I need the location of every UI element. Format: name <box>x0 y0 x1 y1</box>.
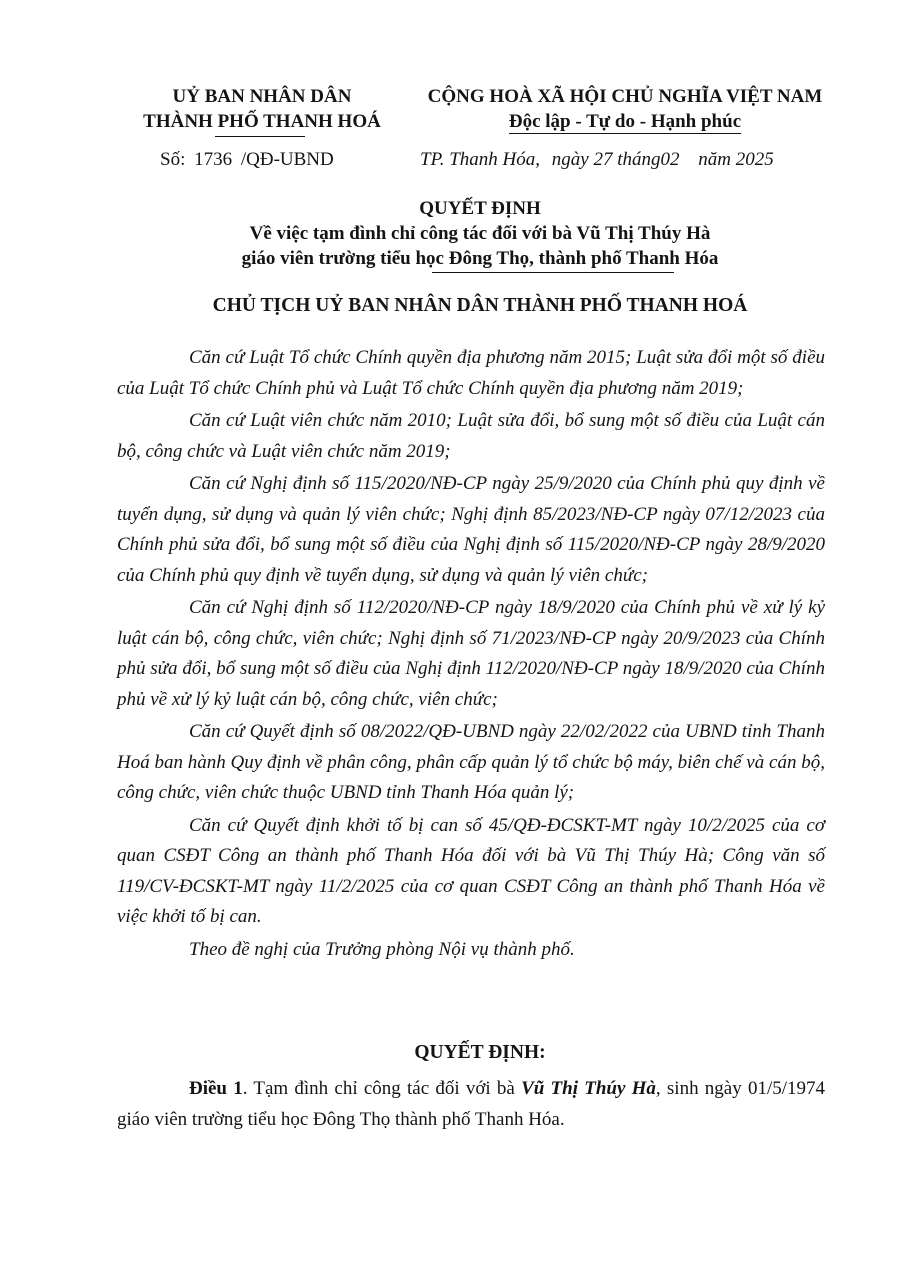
national-motto: Độc lập - Tự do - Hạnh phúc <box>508 111 742 132</box>
date-day-word: ngày <box>551 149 589 170</box>
document-title <box>80 196 880 271</box>
title-heading: QUYẾT ĐỊNH <box>419 198 541 219</box>
basis-paragraph: Căn cứ Luật viên chức năm 2010; Luật sửa đổi, bổ sung một số điều của Luật cán bộ, công chức và Luật viên chức năm 2019; <box>117 410 825 462</box>
article-1-label: Điều 1 <box>189 1078 243 1099</box>
date-year-word: năm <box>698 149 731 170</box>
document-number <box>160 149 334 171</box>
date-year: 2025 <box>735 149 774 170</box>
basis-paragraph: Căn cứ Quyết định số 08/2022/QĐ-UBND ngày 22/02/2022 của UBND tỉnh Thanh Hoá ban hành Quy định về phân công, phân cấp quản lý tổ chức bộ máy, biên chế và cán bộ, công chức, viên chức thuộc UBND tỉnh Thanh Hóa quản lý; <box>117 721 825 803</box>
nation-name: CỘNG HOÀ XÃ HỘI CHỦ NGHĨA VIỆT NAM <box>427 86 823 107</box>
authority-heading: CHỦ TỊCH UỶ BAN NHÂN DÂN THÀNH PHỐ THANH HOÁ <box>212 295 748 316</box>
article-1 <box>117 1073 825 1135</box>
subject-line-1: Về việc tạm đình chỉ công tác đối với bà Vũ Thị Thúy Hà <box>249 223 711 244</box>
proposal-paragraph: Theo đề nghị của Trưởng phòng Nội vụ thành phố. <box>189 938 575 960</box>
date-day: 27 <box>593 149 613 170</box>
basis-paragraph: Căn cứ Nghị định số 115/2020/NĐ-CP ngày 25/9/2020 của Chính phủ quy định về tuyển dụng, sử dụng và quản lý viên chức; Nghị định 85/2023/NĐ-CP ngày 07/12/2023 của Chính phủ sửa đổi, bổ sung một số điều của Nghị định số 115/2020/NĐ-CP ngày 28/9/2020 của Chính phủ quy định về tuyển dụng, sử dụng và quản lý viên chức; <box>117 473 825 586</box>
article-1-person-name: Vũ Thị Thúy Hà <box>521 1078 656 1099</box>
date-month-word: tháng <box>617 149 661 170</box>
subject-line-2: giáo viên trường tiểu học Đông Thọ, thành phố Thanh Hóa <box>241 248 719 269</box>
date-month: 02 <box>660 149 680 170</box>
basis-paragraph: Căn cứ Quyết định khởi tố bị can số 45/QĐ-ĐCSKT-MT ngày 10/2/2025 của cơ quan CSĐT Công an thành phố Thanh Hóa đối với bà Vũ Thị Thúy Hà; Công văn số 119/CV-ĐCSKT-MT ngày 11/2/2025 của cơ quan CSĐT Công an thành phố Thanh Hóa về việc khởi tố bị can. <box>117 814 825 927</box>
basis-paragraph: Căn cứ Luật Tổ chức Chính quyền địa phương năm 2015; Luật sửa đổi một số điều của Luật Tổ chức Chính phủ và Luật Tổ chức Chính quyền địa phương năm 2019; <box>117 347 825 399</box>
authority-line-2: THÀNH PHỐ THANH HOÁ <box>143 111 381 132</box>
date-place: TP. Thanh Hóa, <box>420 149 541 170</box>
decision-heading: QUYẾT ĐỊNH: <box>414 1042 546 1063</box>
article-1-text-before: . Tạm đình chỉ công tác đối với bà <box>242 1078 522 1099</box>
article-1-text-after: , sinh ngày 01/5/1974 giáo viên trường tiểu học Đông Thọ thành phố Thanh Hóa. <box>117 1078 826 1130</box>
legal-bases <box>117 343 825 967</box>
national-title <box>405 84 845 134</box>
authority-line-1: UỶ BAN NHÂN DÂN <box>172 86 352 107</box>
issuing-authority <box>128 84 396 134</box>
number-prefix: Số: <box>160 149 186 170</box>
number-suffix: /QĐ-UBND <box>240 149 334 170</box>
basis-paragraph: Căn cứ Nghị định số 112/2020/NĐ-CP ngày 18/9/2020 của Chính phủ về xử lý kỷ luật cán bộ, công chức, viên chức; Nghị định số 71/2023/NĐ-CP ngày 20/9/2023 của Chính phủ sửa đổi, bổ sung một số điều của Nghị định 112/2020/NĐ-CP ngày 18/9/2020 của Chính phủ về xử lý kỷ luật cán bộ, công chức, viên chức; <box>117 597 825 710</box>
issue-date <box>420 149 774 171</box>
number-value: 1736 <box>194 149 233 170</box>
